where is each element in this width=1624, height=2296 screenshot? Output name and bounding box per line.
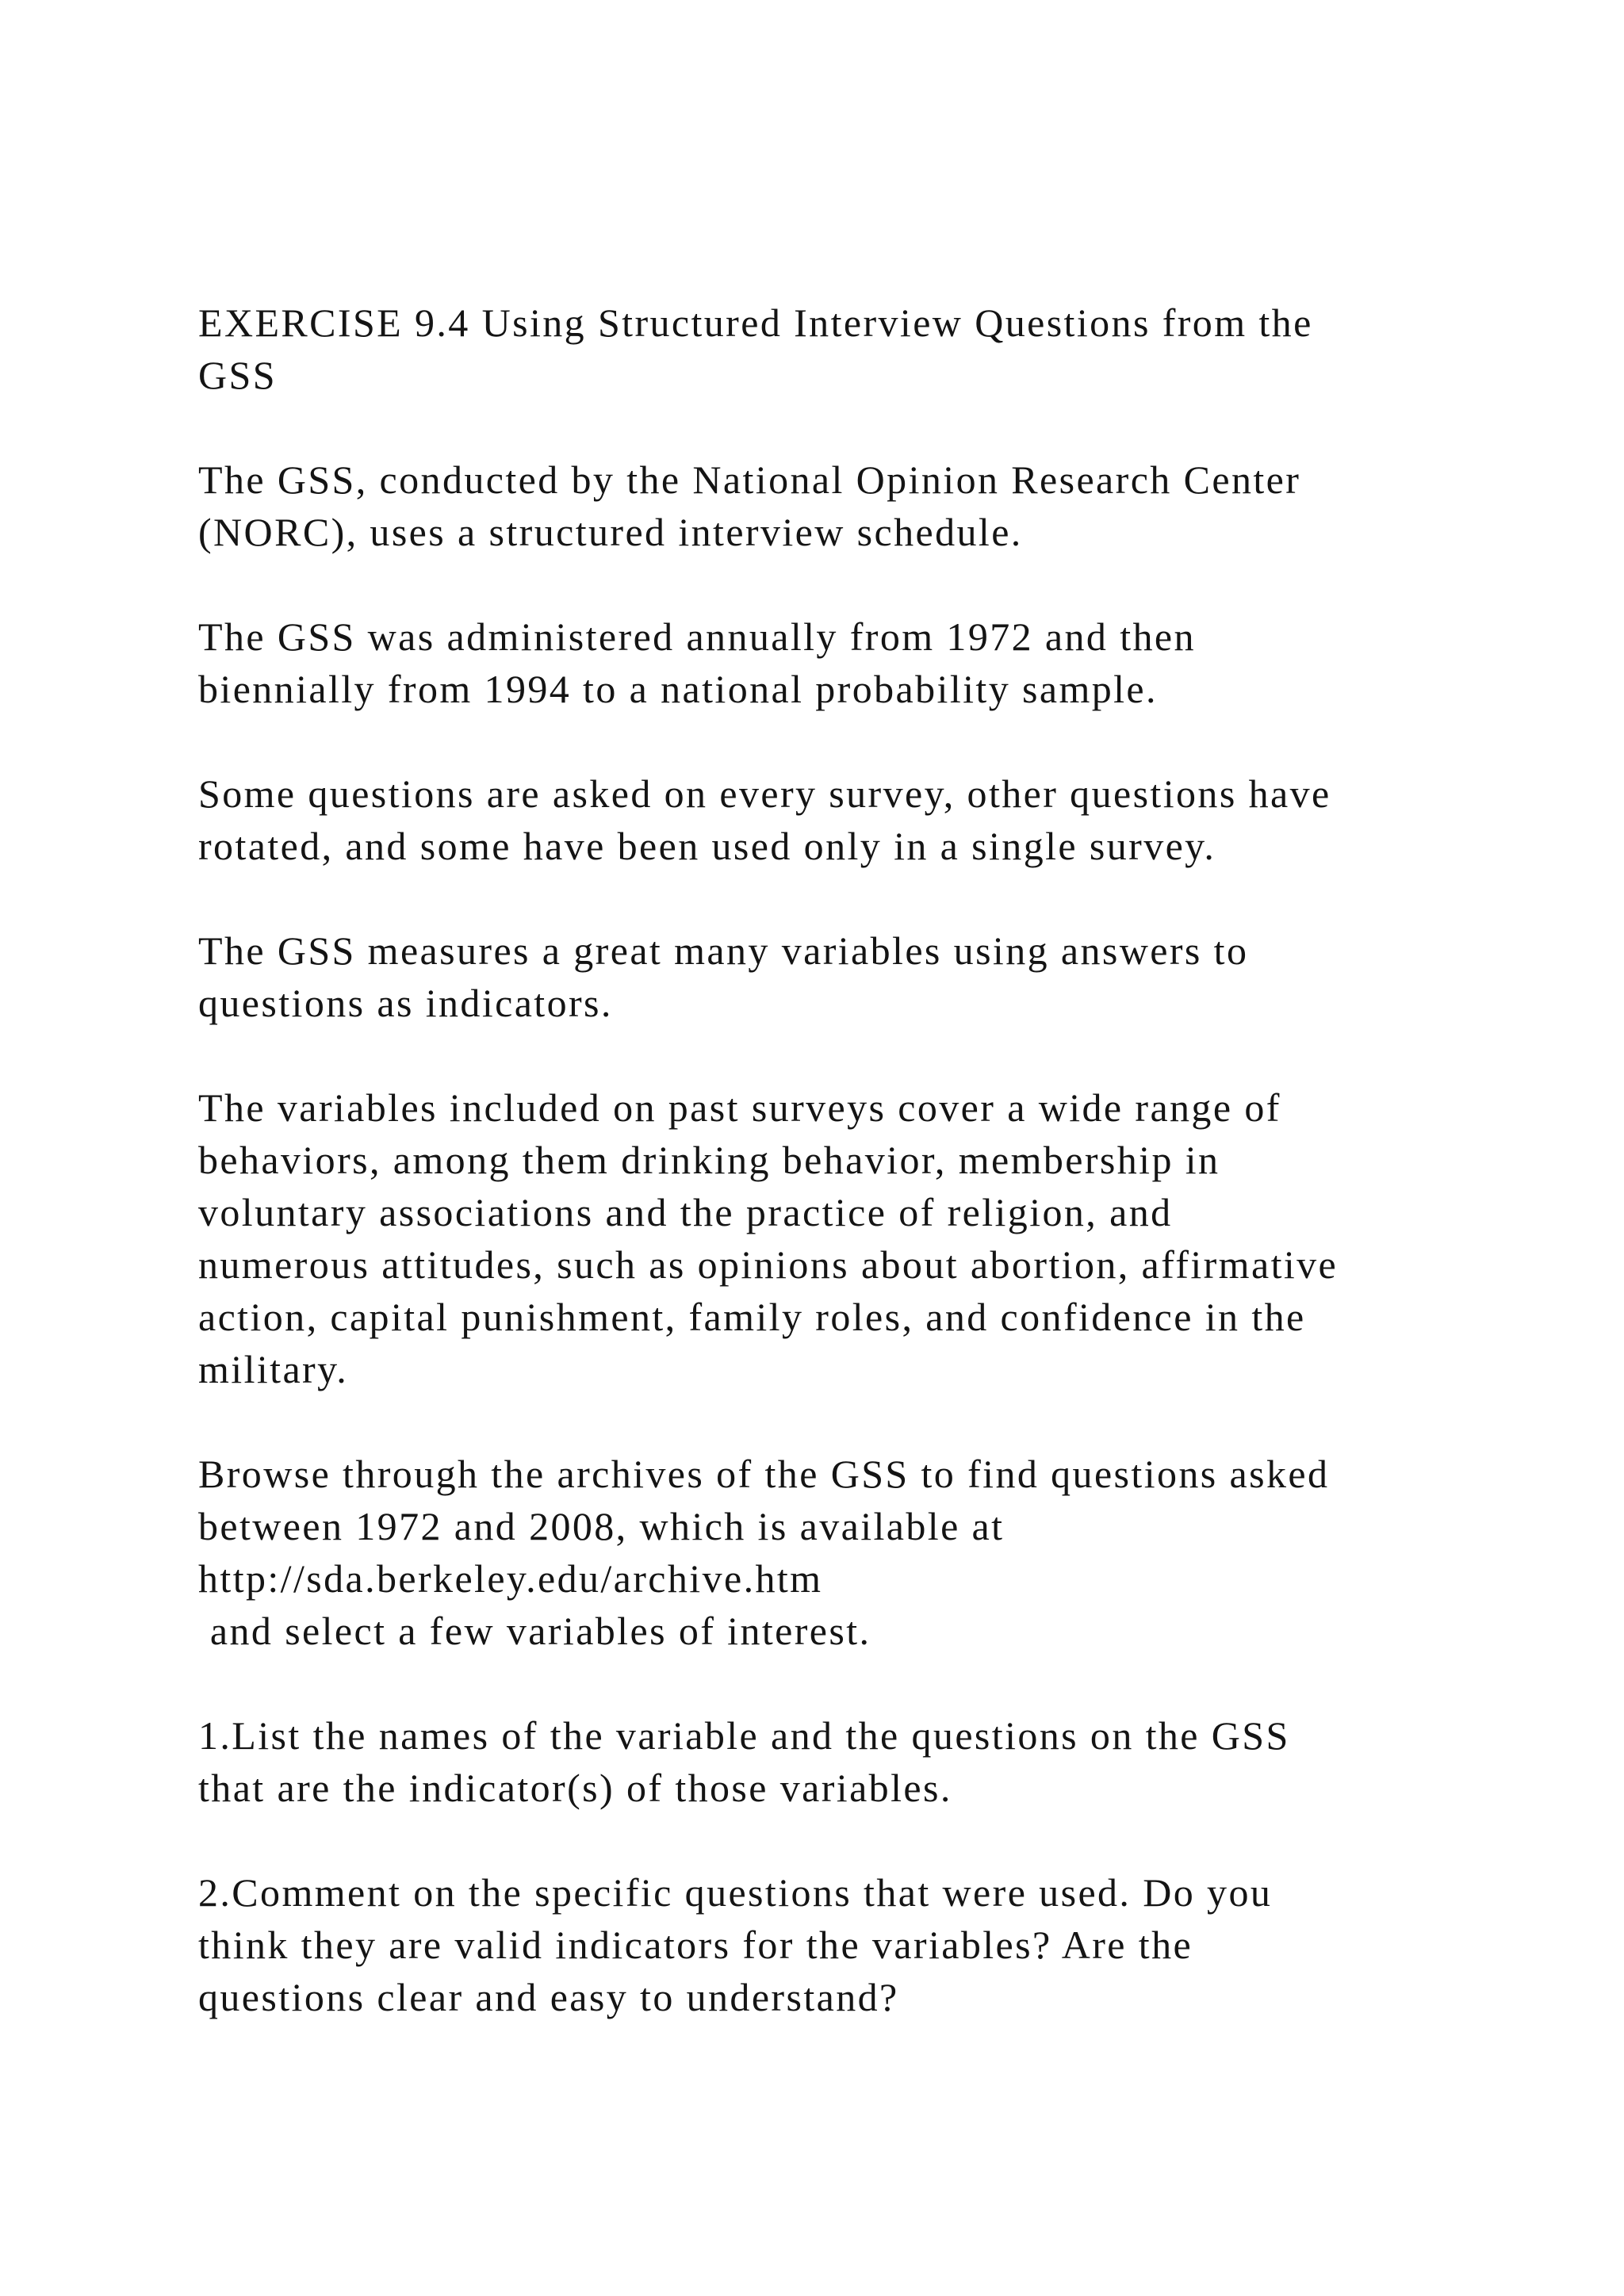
text-line: The GSS was administered annually from 1972 and then [198, 614, 1196, 659]
paragraph-browse [198, 1448, 1483, 1657]
text-line: The GSS, conducted by the National Opinion Research Center [198, 457, 1301, 502]
text-line: rotated, and some have been used only in a single survey. [198, 824, 1216, 868]
title-line: EXERCISE 9.4 Using Structured Interview Questions from the [198, 300, 1313, 345]
text-line: and select a few variables of interest. [198, 1609, 871, 1653]
text-line: between 1972 and 2008, which is available at [198, 1504, 1005, 1548]
text-line: voluntary associations and the practice of religion, and [198, 1190, 1173, 1234]
paragraph-variables [198, 1081, 1483, 1395]
text-line: The GSS measures a great many variables using answers to [198, 928, 1249, 973]
text-line: Browse through the archives of the GSS to find questions asked [198, 1452, 1330, 1496]
text-line: that are the indicator(s) of those variables. [198, 1766, 952, 1810]
paragraph-administration [198, 610, 1483, 715]
text-line: Some questions are asked on every survey, other questions have [198, 771, 1331, 816]
text-line: questions as indicators. [198, 981, 613, 1025]
text-line: behaviors, among them drinking behavior, membership in [198, 1138, 1220, 1182]
text-line: (NORC), uses a structured interview schedule. [198, 510, 1023, 554]
text-line: 1.List the names of the variable and the questions on the GSS [198, 1713, 1290, 1758]
text-line: questions clear and easy to understand? [198, 1975, 899, 2019]
paragraph-questions [198, 767, 1483, 872]
text-line: The variables included on past surveys cover a wide range of [198, 1085, 1281, 1130]
exercise-title [198, 297, 1483, 401]
title-line: GSS [198, 353, 277, 397]
text-line: 2.Comment on the specific questions that were used. Do you [198, 1870, 1273, 1915]
question-2 [198, 1866, 1483, 2023]
archive-url: http://sda.berkeley.edu/archive.htm [198, 1556, 823, 1601]
text-line: military. [198, 1347, 349, 1391]
text-line: action, capital punishment, family roles, and confidence in the [198, 1295, 1306, 1339]
paragraph-measures [198, 924, 1483, 1029]
paragraph-norc [198, 453, 1483, 558]
text-line: biennially from 1994 to a national probability sample. [198, 667, 1158, 711]
document-body [198, 297, 1483, 2076]
text-line: numerous attitudes, such as opinions about abortion, affirmative [198, 1242, 1339, 1287]
question-1 [198, 1709, 1483, 1814]
text-line: think they are valid indicators for the variables? Are the [198, 1923, 1193, 1967]
